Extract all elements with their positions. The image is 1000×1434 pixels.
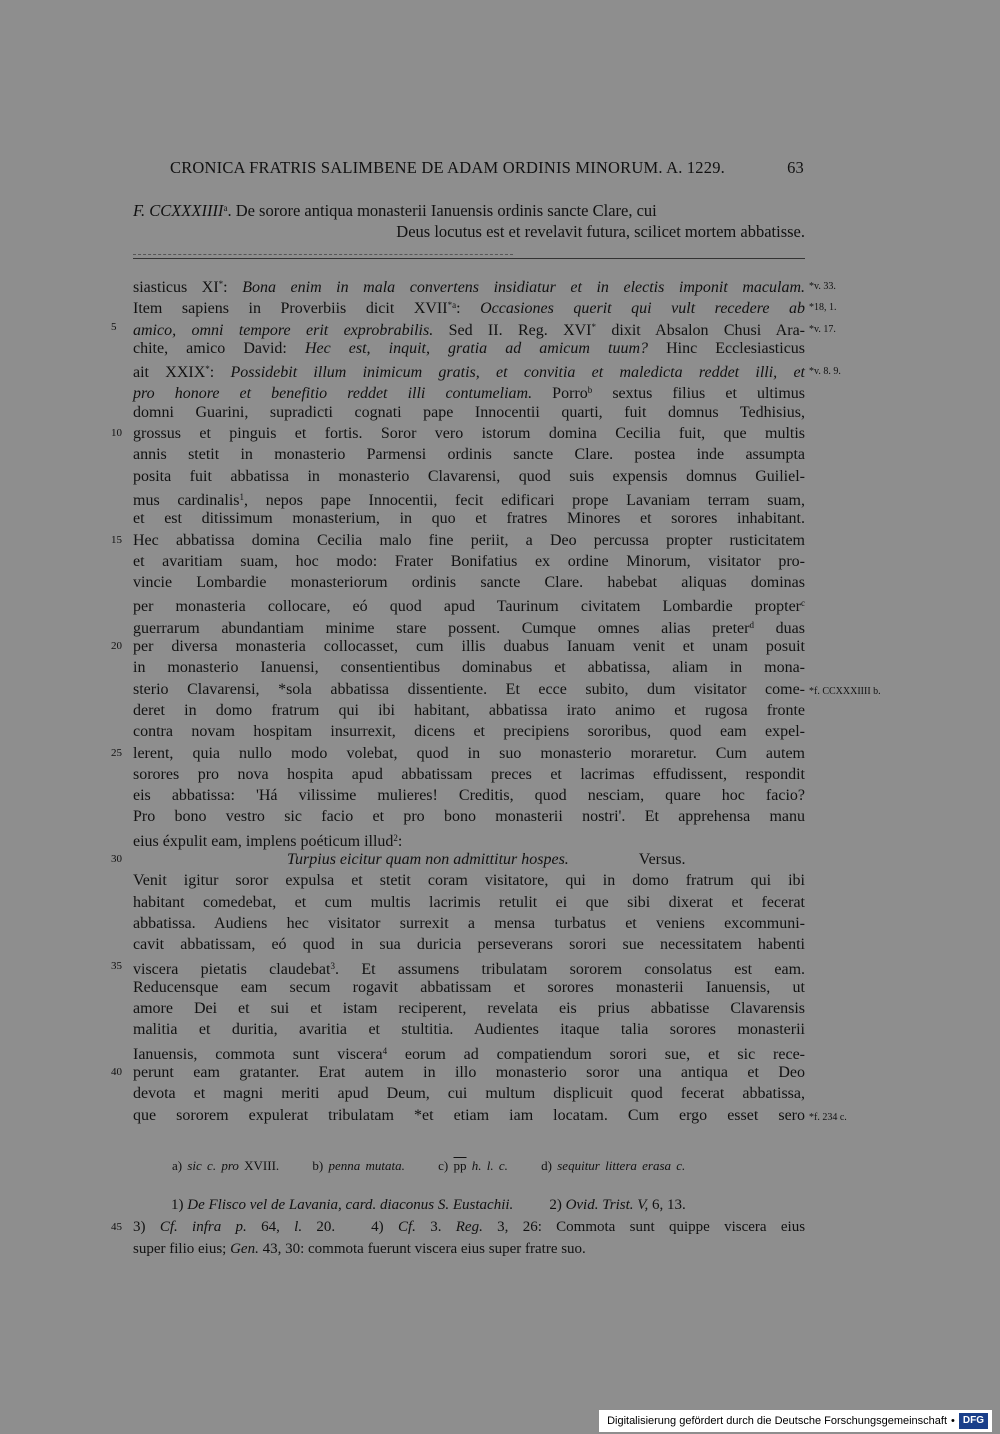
- line-number: 10: [111, 427, 122, 440]
- text-line: siasticus XI*: Bona enim in mala convertens insidiatur et in electis imponit maculam. *v. 33.: [133, 274, 805, 295]
- text-line: 20 per diversa monasteria collocasset, cum illis duabus Ianuam venit et unam posuit: [133, 636, 805, 657]
- text-line: et est ditissimum monasterium, in quo et fratres Minores et sorores inhabitant.: [133, 510, 805, 528]
- footnotes: [111, 1194, 806, 1260]
- margin-note: *f. 234 c.: [809, 1111, 847, 1123]
- footnote-line: 45 3) Cf. infra p. 64, l. 20. 4) Cf. 3. Reg. 3, 26: Commota sunt quippe viscera eius: [133, 1216, 805, 1238]
- chapter-heading: [133, 198, 805, 242]
- footnote-line: 1) De Flisco vel de Lavania, card. diaconus S. Eustachii. 2) Ovid. Trist. V, 6, 13.: [171, 1197, 686, 1213]
- text-line: sterio Clavarensi, *sola abbatissa dissentiente. Et ecce subito, dum visitator come- *f. CCXXXIIII b.: [133, 679, 805, 700]
- margin-note: *v. 33.: [809, 281, 836, 292]
- text-line: Item sapiens in Proverbiis dicit XVII$^{*a}$: Occasiones querit qui vult recedere ab *18, 1.: [133, 295, 805, 316]
- text-line: domni Guarini, supradicti cognati pape Innocentii quarti, fuit domnus Tedhisius,: [133, 403, 805, 421]
- text-line: vincie Lombardie monasteriorum ordinis sancte Clare. habebat aliquas dominas: [133, 574, 805, 592]
- line-number: 25: [111, 746, 122, 759]
- text-line: pro honore et benefitio reddet illi contumeliam. Porro$^b$ sextus filius et ultimus: [133, 385, 805, 403]
- credit-text: Digitalisierung gefördert durch die Deutsche Forschungsgemeinschaft: [607, 1415, 948, 1427]
- chapter-title-line1: . De sorore antiqua monasterii Ianuensis ordinis sancte Clare, cui: [227, 201, 657, 220]
- text-line: in monasterio Ianuensi, consentientibus dominabus et abbatissa, aliam in mona-: [133, 659, 805, 677]
- funding-credit[interactable]: [599, 1410, 992, 1432]
- line-number: 15: [111, 533, 122, 546]
- text-line: chite, amico David: Hec est, inquit, gratia ad amicum tuum? Hinc Ecclesiasticus: [133, 339, 806, 357]
- verse-line: 30 Turpius eicitur quam non admittitur hospes. Versus.: [133, 849, 805, 870]
- critical-apparatus: a) sic c. pro XVIII. b) penna mutata. c) $\overline{pp}$ h. l. c. d) sequitur littera erasa c.: [172, 1158, 686, 1173]
- text-line: Reducensque eam secum rogavit abbatissam et sorores monasterii Ianuensis, ut: [133, 978, 805, 996]
- text-line: 35 viscera pietatis claudebat$^3$. Et assumens tribulatam sororem consolatus est eam.: [133, 956, 805, 977]
- text-line: malitia et duritia, avaritia et stultitia. Audientes itaque talia sorores monasterii: [133, 1021, 805, 1039]
- text-line: Pro bono vestro sic facio et pro bono monasterii nostri'. Et apprehensa manu: [133, 808, 805, 826]
- text-line: habitant comedebat, et cum multis lacrimis retulit ei que sibi dixerat et fecerat: [133, 893, 805, 911]
- text-line: posita fuit abbatissa in monasterio Clavarensi, quod suis expensis domnus Guiliel-: [133, 467, 805, 485]
- text-line: ait XXIX*: Possidebit illum inimicum gratis, et convitia et maledicta reddet illi, et *v. 8. 9.: [133, 359, 805, 380]
- text-line: et avaritiam suam, hoc modo: Frater Bonifatius ex ordine Minorum, visitator pro-: [133, 552, 805, 570]
- margin-note: *18, 1.: [809, 302, 837, 314]
- text-line: eius éxpulit eam, implens poéticum illud$^2$:: [133, 832, 403, 850]
- margin-note: *v. 17.: [809, 323, 836, 335]
- running-head-title: CRONICA FRATRIS SALIMBENE DE ADAM ORDINIS MINORUM. A. 1229.: [170, 158, 725, 177]
- chapter-title-line2: Deus locutus est et revelavit futura, scilicet mortem abbatisse.: [396, 222, 805, 241]
- dfg-logo-icon: DFG: [959, 1413, 988, 1429]
- line-number: 5: [111, 320, 117, 333]
- bullet-icon: •: [951, 1415, 955, 1427]
- line-number: 35: [111, 959, 122, 972]
- text-line: Venit igitur soror expulsa et stetit coram visitatore, qui in domo fratrum qui ibi: [133, 872, 805, 890]
- line-number: 45: [111, 1221, 122, 1233]
- text-line: 5 amico, omni tempore erit exprobrabilis. Sed II. Reg. XVI* dixit Absalon Chusi Ara- *v. 17.: [133, 317, 805, 338]
- text-line: que sororem expulerat tribulatam *et etiam iam locatam. Cum ergo esset sero *f. 234 c.: [133, 1105, 805, 1126]
- text-line: contra novam hospitam insurrexit, dicens et precipiens sororibus, quod eam expel-: [133, 723, 805, 741]
- text-line: 15 Hec abbatissa domina Cecilia malo fine periit, a Deo percussa propter rusticitatem: [133, 530, 805, 551]
- folio-sup: a: [223, 203, 228, 213]
- margin-note: *f. CCXXXIIII b.: [809, 685, 881, 697]
- folio-label: F. CCXXXIIII: [133, 201, 224, 220]
- text-line: deret in domo fratrum qui ibi habitant, abbatissa irato animo et rugosa fronte: [133, 701, 805, 719]
- text-line: eis abbatissa: 'Há vilissime mulieres! Creditis, quod nesciam, quare hoc facio?: [133, 787, 805, 805]
- text-line: 10 grossus et pinguis et fortis. Soror vero istorum domina Cecilia fuit, que multis: [133, 423, 805, 444]
- text-line: 25 lerent, quia nullo modo volebat, quod in suo monasterio moraretur. Cum autem: [133, 743, 805, 764]
- text-line: devota et magni meriti apud Deum, cui multum displicuit quod fecerat abbatissa,: [133, 1085, 805, 1103]
- page-number: 63: [787, 158, 804, 177]
- line-number: 40: [111, 1065, 122, 1078]
- text-line: Ianuensis, commota sunt viscera$^4$ eorum ad compatiendum sorori sue, et sic rece-: [133, 1045, 806, 1063]
- running-head: [170, 158, 810, 178]
- text-line: abbatissa. Audiens hec visitator surrexit a mensa turbatus et veniens excommuni-: [133, 914, 805, 932]
- main-text: [111, 274, 881, 1126]
- text-line: mus cardinalis$^1$, nepos pape Innocentii, fecit edificari prope Lavaniam terram suam,: [133, 491, 805, 509]
- text-line: annis stetit in monasterio Parmensi ordinis sancte Clare. postea inde assumpta: [133, 446, 805, 464]
- text-line: cavit abbatissam, eó quod in sua duricia perseverans sorori sue necessitatem habenti: [133, 936, 805, 954]
- line-number: 30: [111, 853, 122, 866]
- margin-note: *v. 8. 9.: [809, 366, 841, 378]
- line-number: 20: [111, 640, 122, 653]
- text-line: per monasteria collocare, eó quod apud Taurinum civitatem Lombardie propter$^c$: [133, 598, 805, 616]
- footnote-line: super filio eius; Gen. 43, 30: commota fuerunt viscera eius super fratre suo.: [133, 1241, 586, 1257]
- text-line: sorores pro nova hospita apud abbatissam preces et lacrimas effudissent, respondit: [133, 765, 805, 783]
- separator-rule: [133, 258, 805, 259]
- text-line: 40 perunt eam gratanter. Erat autem in illo monasterio soror una antiqua et Deo: [133, 1062, 805, 1083]
- text-line: amore Dei et sui et istam reciperent, revelata eis prius abbatisse Clavarensis: [133, 1000, 805, 1018]
- text-line: guerrarum abundantiam minime stare possent. Cumque omnes alias preter$^d$ duas: [133, 619, 805, 637]
